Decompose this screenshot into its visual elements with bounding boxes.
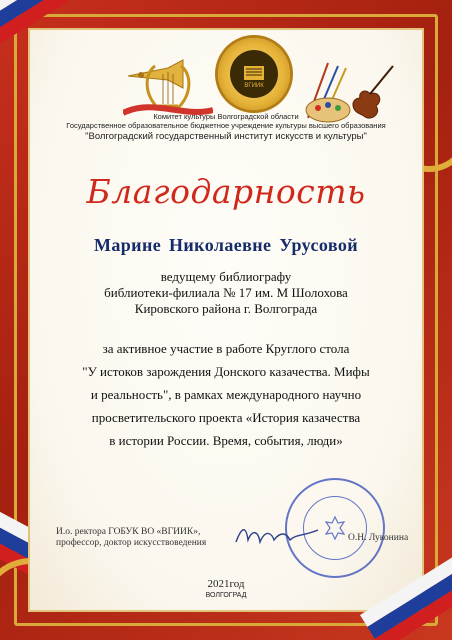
recipient-district: Кировского района г. Волгограда (134, 301, 318, 316)
handwritten-signature (232, 520, 322, 555)
signatory-name: О.Н. Луконина (348, 533, 409, 543)
violin-icon (353, 66, 393, 118)
signatory-title-line: профессор, доктор искусствоведения (56, 538, 207, 548)
trumpet-icon (128, 60, 183, 88)
body-line: за активное участие в работе Круглого стола (102, 341, 350, 356)
recipient-library: библиотеки-филиала № 17 им. М Шолохова (104, 285, 348, 300)
certificate-title: Благодарность (86, 172, 366, 211)
institute-emblem (218, 38, 290, 110)
svg-text:ВГИИК: ВГИИК (244, 83, 264, 89)
recipient-position: ведущему библиографу (160, 269, 292, 284)
body-line: и реальность", в рамках международного научно (90, 387, 362, 402)
certificate-city: ВОЛГОГРАД (205, 592, 247, 599)
certificate-year: 2021год (207, 578, 245, 590)
header-committee: Комитет культуры Волгоградской области (153, 112, 299, 121)
recipient-name: Марине Николаевне Урусовой (93, 235, 359, 255)
body-line: "У истоков зарождения Донского казачества. Мифы (82, 364, 370, 379)
header-institution-type: Государственное образовательное бюджетное учреждение культуры высшего образования (66, 121, 386, 130)
body-line: в истории России. Время, события, люди» (109, 433, 343, 448)
body-line: просветительского проекта «История казачества (91, 410, 361, 425)
signatory-title (56, 527, 206, 549)
header-institution-name: "Волгоградский государственный институт искусств и культуры" (85, 131, 367, 142)
signatory-title-line: И.о. ректора ГОБУК ВО «ВГИИК», (56, 527, 201, 537)
